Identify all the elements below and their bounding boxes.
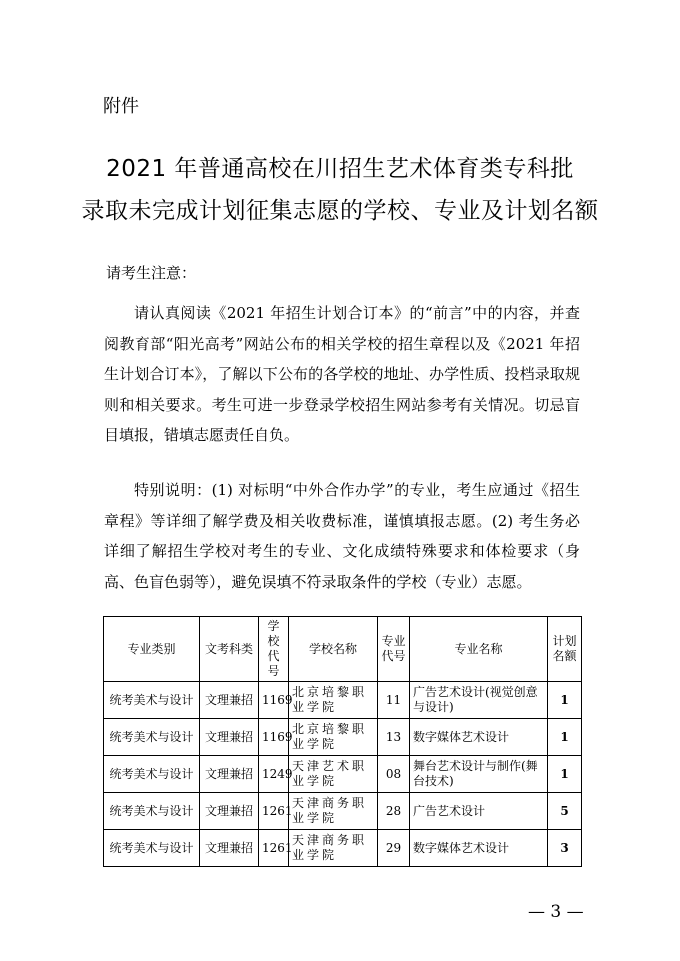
table-header-row xyxy=(104,617,582,682)
cell-subject: 文理兼招 xyxy=(200,719,259,756)
cell-major-name: 数字媒体艺术设计 xyxy=(410,719,548,756)
attachment-label: 附件 xyxy=(103,96,139,117)
cell-major-code: 28 xyxy=(378,793,410,830)
table-row xyxy=(104,793,582,830)
cell-school-code: 1261 xyxy=(259,793,289,830)
cell-major-code: 29 xyxy=(378,830,410,867)
cell-school-name: 北京培黎职业学院 xyxy=(289,682,378,719)
cell-major-name: 广告艺术设计(视觉创意与设计) xyxy=(410,682,548,719)
cell-quota: 5 xyxy=(548,793,582,830)
header-major-name: 专业名称 xyxy=(410,617,548,682)
notice-paragraph-2: 特别说明：(1) 对标明“中外合作办学”的专业，考生应通过《招生章程》等详细了解学费及相关收费标准，谨慎填报志愿。(2) 考生务必详细了解招生学校对考生的专业、文化成绩特殊要求和体检要求（身高、色盲色弱等），避免误填不符录取条件的学校（专业）志愿。 xyxy=(104,481,580,591)
cell-category: 统考美术与设计 xyxy=(104,793,200,830)
notice-paragraph-1: 请认真阅读《2021 年招生计划合订本》的“前言”中的内容，并查阅教育部“阳光高考”网站公布的相关学校的招生章程以及《2021 年招生计划合订本》，了解以下公布的各学校的地址、办学性质、投档录取规则和相关要求。考生可进一步登录学校招生网站参考有关情况。切忌盲目填报，错填志愿责任自负。 xyxy=(104,304,580,444)
header-school-code: 学校代号 xyxy=(259,617,289,682)
cell-subject: 文理兼招 xyxy=(200,756,259,793)
cell-school-name: 天津艺术职业学院 xyxy=(289,756,378,793)
cell-category: 统考美术与设计 xyxy=(104,756,200,793)
cell-category: 统考美术与设计 xyxy=(104,830,200,867)
cell-quota: 1 xyxy=(548,719,582,756)
header-subject: 文考科类 xyxy=(200,617,259,682)
cell-major-name: 广告艺术设计 xyxy=(410,793,548,830)
cell-major-name: 舞台艺术设计与制作(舞台技术) xyxy=(410,756,548,793)
cell-school-name: 北京培黎职业学院 xyxy=(289,719,378,756)
cell-quota: 1 xyxy=(548,756,582,793)
cell-subject: 文理兼招 xyxy=(200,830,259,867)
cell-major-code: 08 xyxy=(378,756,410,793)
cell-school-name: 天津商务职业学院 xyxy=(289,793,378,830)
cell-subject: 文理兼招 xyxy=(200,793,259,830)
header-quota: 计划名额 xyxy=(548,617,582,682)
cell-quota: 1 xyxy=(548,682,582,719)
cell-major-code: 13 xyxy=(378,719,410,756)
plan-table xyxy=(103,616,582,867)
document-title-line2: 录取未完成计划征集志愿的学校、专业及计划名额 xyxy=(81,198,599,224)
cell-quota: 3 xyxy=(548,830,582,867)
cell-major-code: 11 xyxy=(378,682,410,719)
cell-school-code: 1169 xyxy=(259,682,289,719)
header-category: 专业类别 xyxy=(104,617,200,682)
header-school-name: 学校名称 xyxy=(289,617,378,682)
table-row xyxy=(104,756,582,793)
cell-school-code: 1249 xyxy=(259,756,289,793)
table-row xyxy=(104,719,582,756)
cell-major-name: 数字媒体艺术设计 xyxy=(410,830,548,867)
cell-school-name: 天津商务职业学院 xyxy=(289,830,378,867)
cell-school-code: 1169 xyxy=(259,719,289,756)
page-number: — 3 — xyxy=(528,902,584,922)
cell-subject: 文理兼招 xyxy=(200,682,259,719)
cell-category: 统考美术与设计 xyxy=(104,682,200,719)
notice-heading: 请考生注意： xyxy=(106,264,197,282)
document-title-line1: 2021 年普通高校在川招生艺术体育类专科批 xyxy=(106,156,574,182)
header-major-code: 专业代号 xyxy=(378,617,410,682)
cell-school-code: 1261 xyxy=(259,830,289,867)
cell-category: 统考美术与设计 xyxy=(104,719,200,756)
table-row xyxy=(104,830,582,867)
table-row xyxy=(104,682,582,719)
